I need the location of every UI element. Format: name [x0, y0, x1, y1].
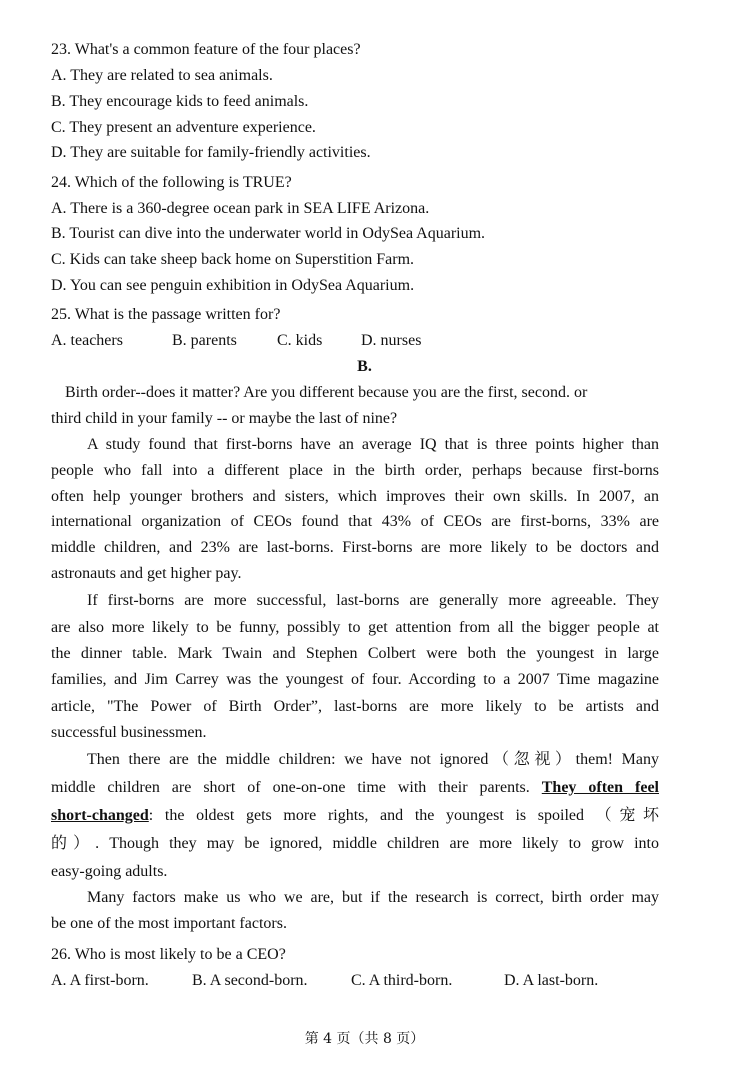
question-23-stem: 23. What's a common feature of the four places?: [51, 41, 361, 58]
question-26-stem: 26. Who is most likely to be a CEO?: [51, 946, 286, 963]
passage-p4-line-2: [51, 777, 659, 799]
passage-p3-line-6: successful businessmen.: [51, 724, 207, 741]
passage-p5-line-2: be one of the most important factors.: [51, 915, 287, 932]
question-23-option-b: B. They encourage kids to feed animals.: [51, 93, 309, 110]
passage-p2-line-3: often help younger brothers and sisters, which improves their own skills. In 2007, an: [51, 488, 659, 505]
passage-p5-line-1: Many factors make us who we are, but if the research is correct, birth order may: [87, 889, 659, 906]
passage-p4-line-2-text: middle children are short of one-on-one time with their parents.: [51, 779, 542, 796]
question-25-stem: 25. What is the passage written for?: [51, 306, 281, 323]
passage-p4-line-3-text: : the oldest gets more rights, and the youngest is spoiled （宠坏: [148, 807, 659, 824]
passage-p3-line-1: If first-borns are more successful, last-borns are generally more agreeable. They: [87, 592, 659, 609]
question-26-option-b: B. A second-born.: [192, 972, 308, 989]
question-25-option-b: B. parents: [172, 332, 237, 349]
passage-p4-line-1: Then there are the middle children: we have not ignored（忽视）them! Many: [87, 751, 659, 768]
passage-p3-line-2: are also more likely to be funny, possibly to get attention from all the bigger people at: [51, 619, 659, 636]
question-26-option-d: D. A last-born.: [504, 972, 599, 989]
highlighted-phrase-part-2: short-changed: [51, 807, 149, 824]
question-25-option-c: C. kids: [277, 332, 323, 349]
question-24-option-a: A. There is a 360-degree ocean park in SEA LIFE Arizona.: [51, 200, 430, 217]
passage-p4-line-5: easy-going adults.: [51, 863, 168, 880]
page-footer: 第 4 页（共 8 页）: [304, 1031, 425, 1047]
question-26-option-c: C. A third-born.: [351, 972, 453, 989]
question-24-option-b: B. Tourist can dive into the underwater world in OdySea Aquarium.: [51, 225, 486, 242]
passage-p2-line-6: astronauts and get higher pay.: [51, 565, 242, 582]
question-24-option-d: D. You can see penguin exhibition in OdySea Aquarium.: [51, 277, 415, 294]
passage-p2-line-1: A study found that first-borns have an average IQ that is three points higher than: [87, 436, 659, 453]
question-24-option-c: C. Kids can take sheep back home on Superstition Farm.: [51, 251, 415, 268]
question-26-options: [51, 970, 671, 992]
passage-p3-line-3: the dinner table. Mark Twain and Stephen Colbert were both the youngest in large: [51, 645, 659, 662]
question-25-options: [51, 330, 671, 352]
passage-p4-line-4: 的）. Though they may be ignored, middle children are more likely to grow into: [51, 835, 659, 852]
question-23-option-c: C. They present an adventure experience.: [51, 119, 316, 136]
question-26-option-a: A. A first-born.: [51, 972, 149, 989]
passage-p2-line-2: people who fall into a different place in the birth order, perhaps because first-borns: [51, 462, 659, 479]
passage-p3-line-5: article, "The Power of Birth Order”, last-borns are more likely to be artists and: [51, 698, 659, 715]
highlighted-phrase-part-1: They often feel: [541, 779, 659, 796]
question-25-option-d: D. nurses: [361, 332, 422, 349]
question-23-option-a: A. They are related to sea animals.: [51, 67, 273, 84]
passage-p4-line-3: [51, 805, 659, 827]
question-24-stem: 24. Which of the following is TRUE?: [51, 174, 292, 191]
question-23-option-d: D. They are suitable for family-friendly activities.: [51, 144, 371, 161]
passage-p2-line-5: middle children, and 23% are last-borns. First-borns are more likely to be doctors and: [51, 539, 659, 556]
passage-p3-line-4: families, and Jim Carrey was the youngest of four. According to a 2007 Time magazine: [51, 671, 659, 688]
question-25-option-a: A. teachers: [51, 332, 123, 349]
passage-p2-line-4: international organization of CEOs found that 43% of CEOs are first-borns, 33% are: [51, 513, 659, 530]
passage-p1-line-2: third child in your family -- or maybe the last of nine?: [51, 410, 398, 427]
section-heading: B.: [357, 358, 372, 375]
passage-p1-line-1: Birth order--does it matter? Are you different because you are the first, second. or: [65, 384, 588, 401]
